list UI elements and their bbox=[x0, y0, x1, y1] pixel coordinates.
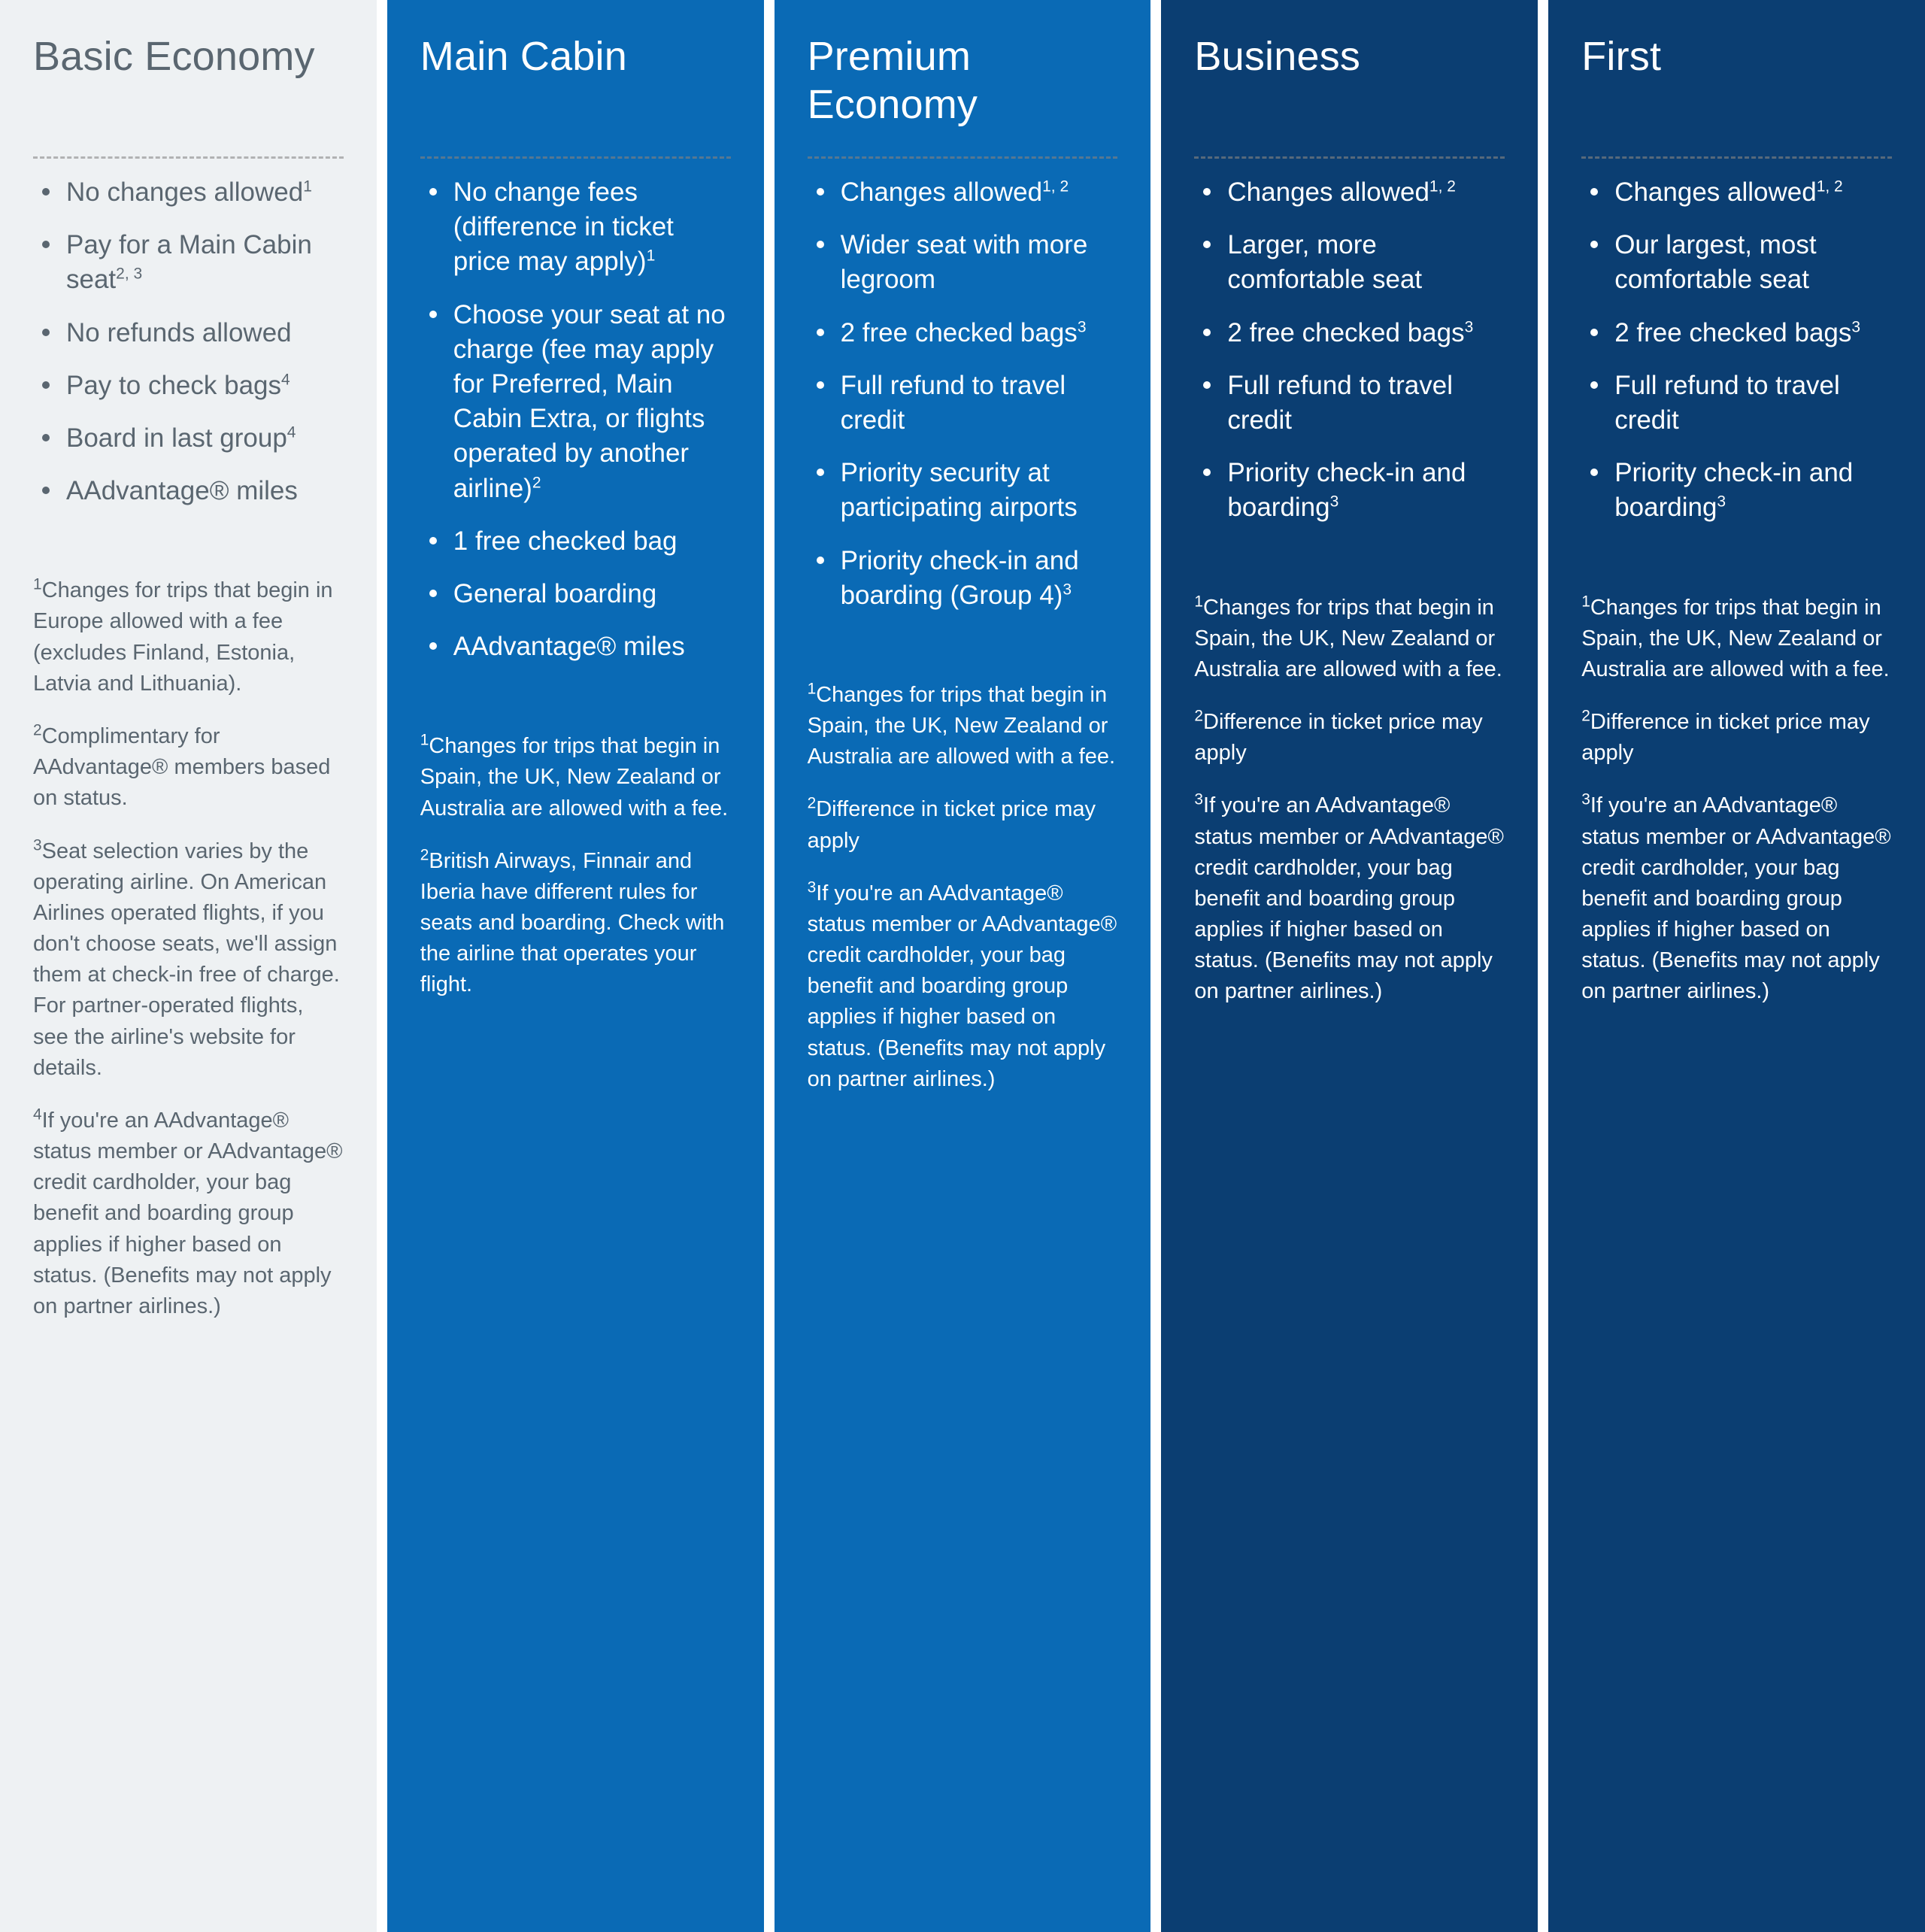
footnotes-premium-economy bbox=[808, 658, 1118, 1116]
footnotes-main-cabin bbox=[420, 709, 731, 1021]
benefits-list-premium-economy bbox=[808, 175, 1118, 631]
benefit-text: 2 free checked bags bbox=[1614, 317, 1852, 347]
benefit-item bbox=[808, 544, 1118, 613]
benefit-item bbox=[1194, 316, 1505, 350]
column-divider bbox=[420, 156, 731, 159]
benefit-text: Wider seat with more legroom bbox=[840, 230, 1088, 295]
column-title-premium-economy: Premium Economy bbox=[807, 34, 978, 127]
footnote bbox=[1194, 707, 1505, 769]
footnote bbox=[1194, 593, 1505, 686]
footnotes-business bbox=[1194, 571, 1505, 1029]
fare-column-basic-economy bbox=[0, 0, 377, 1932]
benefit-item bbox=[420, 175, 731, 280]
benefit-item bbox=[1581, 175, 1892, 210]
benefit-footnote-ref: 3 bbox=[1464, 317, 1474, 335]
benefit-item bbox=[1581, 456, 1892, 525]
column-divider bbox=[1581, 156, 1892, 159]
benefit-item bbox=[808, 369, 1118, 438]
benefit-text: Board in last group bbox=[66, 423, 287, 453]
footnote-text: Changes for trips that begin in Spain, the UK, New Zealand or Australia are allowed with a fee. bbox=[807, 682, 1116, 769]
benefit-footnote-ref: 3 bbox=[1063, 581, 1072, 599]
benefit-text: Changes allowed bbox=[1227, 177, 1429, 207]
benefit-text: AAdvantage® miles bbox=[453, 632, 685, 662]
benefit-item bbox=[808, 316, 1118, 350]
footnote-marker: 2 bbox=[1581, 707, 1590, 725]
footnote-text: Seat selection varies by the operating airline. On American Airlines operated flights, if you don't choose seats, we'll assign them at check-in free of charge. For partner-operated flights, see the airline's website for details. bbox=[33, 839, 340, 1080]
footnote-text: Complimentary for AAdvantage® members based on status. bbox=[33, 724, 331, 811]
benefit-text: Pay for a Main Cabin seat bbox=[66, 230, 312, 295]
footnotes-first bbox=[1581, 571, 1892, 1029]
benefit-text: Priority security at participating airports bbox=[840, 458, 1078, 523]
benefit-item bbox=[1581, 369, 1892, 438]
benefit-item bbox=[1194, 456, 1505, 525]
benefit-text: No changes allowed bbox=[66, 177, 304, 207]
footnote-text: If you're an AAdvantage® status member or AAdvantage® credit cardholder, your bag benefit and boarding group applies if higher based on status. (Benefits may not apply on partner airlines.) bbox=[1581, 793, 1891, 1004]
benefit-item bbox=[420, 524, 731, 559]
footnote-text: Changes for trips that begin in Europe allowed with a fee (excludes Finland, Estonia, Latvia and Lithuania). bbox=[33, 578, 333, 696]
column-divider bbox=[808, 156, 1118, 159]
benefit-text: 2 free checked bags bbox=[1227, 317, 1465, 347]
benefit-text: Our largest, most comfortable seat bbox=[1614, 230, 1817, 295]
benefit-item bbox=[33, 175, 344, 210]
benefit-item bbox=[33, 369, 344, 403]
benefit-footnote-ref: 1 bbox=[646, 247, 656, 265]
benefit-footnote-ref: 3 bbox=[1077, 317, 1087, 335]
benefit-text: No change fees (difference in ticket price may apply) bbox=[453, 177, 674, 277]
benefit-item bbox=[33, 474, 344, 508]
footnote-marker: 2 bbox=[33, 721, 42, 739]
benefit-text: 2 free checked bags bbox=[840, 317, 1078, 347]
benefit-footnote-ref: 4 bbox=[286, 423, 296, 441]
column-spacer bbox=[33, 1343, 344, 1887]
footnote-text: Changes for trips that begin in Spain, the UK, New Zealand or Australia are allowed with a fee. bbox=[1581, 595, 1890, 681]
benefit-text: Priority check-in and boarding bbox=[1614, 458, 1854, 523]
benefit-item bbox=[33, 228, 344, 297]
column-title-business: Business bbox=[1194, 34, 1361, 79]
footnote bbox=[420, 731, 731, 824]
footnote-marker: 2 bbox=[420, 846, 429, 864]
benefit-item bbox=[808, 228, 1118, 297]
footnote bbox=[420, 846, 731, 1001]
benefit-footnote-ref: 1, 2 bbox=[1816, 177, 1843, 196]
footnote-marker: 3 bbox=[1581, 790, 1590, 808]
footnote-marker: 3 bbox=[33, 836, 42, 854]
benefit-text: No refunds allowed bbox=[66, 317, 292, 347]
footnote bbox=[1581, 790, 1892, 1007]
benefit-item bbox=[1581, 316, 1892, 350]
footnote-text: If you're an AAdvantage® status member or AAdvantage® credit cardholder, your bag benefit and boarding group applies if higher based on status. (Benefits may not apply on partner airlines.) bbox=[1194, 793, 1504, 1004]
benefit-item bbox=[1581, 228, 1892, 297]
benefit-item bbox=[808, 456, 1118, 525]
benefit-item bbox=[808, 175, 1118, 210]
fare-column-premium-economy bbox=[775, 0, 1151, 1932]
benefit-footnote-ref: 2, 3 bbox=[116, 265, 143, 283]
footnote-text: Difference in ticket price may apply bbox=[1581, 710, 1870, 766]
footnote-text: Changes for trips that begin in Spain, the UK, New Zealand or Australia are allowed with a fee. bbox=[420, 734, 729, 820]
benefit-text: Priority check-in and boarding (Group 4) bbox=[840, 545, 1079, 610]
footnote-text: If you're an AAdvantage® status member or AAdvantage® credit cardholder, your bag benefit and boarding group applies if higher based on status. (Benefits may not apply on partner airlines.) bbox=[33, 1108, 343, 1318]
footnote-marker: 1 bbox=[33, 575, 42, 593]
column-spacer bbox=[1194, 1029, 1505, 1887]
footnote bbox=[33, 721, 344, 814]
column-spacer bbox=[808, 1116, 1118, 1887]
footnote-marker: 3 bbox=[1194, 790, 1204, 808]
footnote-text: British Airways, Finnair and Iberia have different rules for seats and boarding. Check with the airline that operates your flight. bbox=[420, 848, 725, 997]
footnote-marker: 4 bbox=[33, 1106, 42, 1124]
footnote bbox=[33, 575, 344, 699]
benefit-item bbox=[1194, 228, 1505, 297]
footnote-marker: 1 bbox=[1581, 592, 1590, 610]
benefit-footnote-ref: 3 bbox=[1329, 493, 1339, 511]
column-divider bbox=[1194, 156, 1505, 159]
benefit-footnote-ref: 1 bbox=[303, 177, 312, 196]
footnote bbox=[1581, 707, 1892, 769]
footnote-marker: 3 bbox=[807, 878, 817, 896]
footnote-text: Difference in ticket price may apply bbox=[1194, 710, 1483, 766]
footnote bbox=[808, 680, 1118, 773]
benefit-item bbox=[1194, 175, 1505, 210]
footnote-text: If you're an AAdvantage® status member or AAdvantage® credit cardholder, your bag benefit and boarding group applies if higher based on status. (Benefits may not apply on partner airlines.) bbox=[807, 881, 1117, 1091]
benefit-text: Choose your seat at no charge (fee may apply for Preferred, Main Cabin Extra, or flights operated by another airline) bbox=[453, 299, 726, 503]
benefit-text: Larger, more comfortable seat bbox=[1227, 230, 1423, 295]
column-divider bbox=[33, 156, 344, 159]
benefit-item bbox=[420, 577, 731, 611]
footnote bbox=[1194, 790, 1505, 1007]
benefit-text: Priority check-in and boarding bbox=[1227, 458, 1466, 523]
benefit-text: AAdvantage® miles bbox=[66, 476, 298, 506]
benefit-item bbox=[1194, 369, 1505, 438]
column-title-main-cabin: Main Cabin bbox=[420, 34, 627, 79]
column-title-basic-economy: Basic Economy bbox=[33, 34, 315, 79]
column-spacer bbox=[420, 1022, 731, 1887]
footnote-marker: 1 bbox=[807, 680, 817, 698]
benefits-list-business bbox=[1194, 175, 1505, 544]
benefit-text: Full refund to travel credit bbox=[1227, 370, 1453, 435]
footnote-text: Difference in ticket price may apply bbox=[807, 797, 1096, 853]
footnote-marker: 2 bbox=[807, 794, 817, 812]
benefit-footnote-ref: 1, 2 bbox=[1042, 177, 1069, 196]
footnotes-basic-economy bbox=[33, 554, 344, 1343]
benefit-footnote-ref: 4 bbox=[281, 371, 290, 389]
benefit-footnote-ref: 3 bbox=[1717, 493, 1726, 511]
footnote bbox=[808, 794, 1118, 856]
footnote bbox=[33, 836, 344, 1084]
footnote bbox=[808, 878, 1118, 1095]
footnote bbox=[1581, 593, 1892, 686]
benefits-list-basic-economy bbox=[33, 175, 344, 526]
benefit-text: Pay to check bags bbox=[66, 370, 281, 400]
column-title-first: First bbox=[1581, 34, 1662, 79]
benefit-text: Changes allowed bbox=[1614, 177, 1817, 207]
benefit-text: General boarding bbox=[453, 578, 657, 608]
benefit-text: Full refund to travel credit bbox=[840, 370, 1066, 435]
column-spacer bbox=[1581, 1029, 1892, 1887]
footnote-marker: 1 bbox=[1194, 592, 1204, 610]
benefit-footnote-ref: 3 bbox=[1851, 317, 1861, 335]
benefit-item bbox=[420, 629, 731, 664]
fare-column-main-cabin bbox=[387, 0, 764, 1932]
benefit-item bbox=[33, 421, 344, 456]
footnote-marker: 2 bbox=[1194, 707, 1204, 725]
benefit-text: Full refund to travel credit bbox=[1614, 370, 1840, 435]
benefits-list-main-cabin bbox=[420, 175, 731, 682]
benefit-footnote-ref: 2 bbox=[532, 473, 541, 491]
benefit-item bbox=[33, 316, 344, 350]
benefits-list-first bbox=[1581, 175, 1892, 544]
footnote-marker: 1 bbox=[420, 731, 429, 749]
benefit-item bbox=[420, 298, 731, 506]
benefit-text: Changes allowed bbox=[840, 177, 1043, 207]
fare-column-first bbox=[1548, 0, 1925, 1932]
fare-column-business bbox=[1161, 0, 1538, 1932]
benefit-footnote-ref: 1, 2 bbox=[1429, 177, 1456, 196]
footnote bbox=[33, 1106, 344, 1322]
footnote-text: Changes for trips that begin in Spain, the UK, New Zealand or Australia are allowed with a fee. bbox=[1194, 595, 1502, 681]
benefit-text: 1 free checked bag bbox=[453, 526, 678, 556]
